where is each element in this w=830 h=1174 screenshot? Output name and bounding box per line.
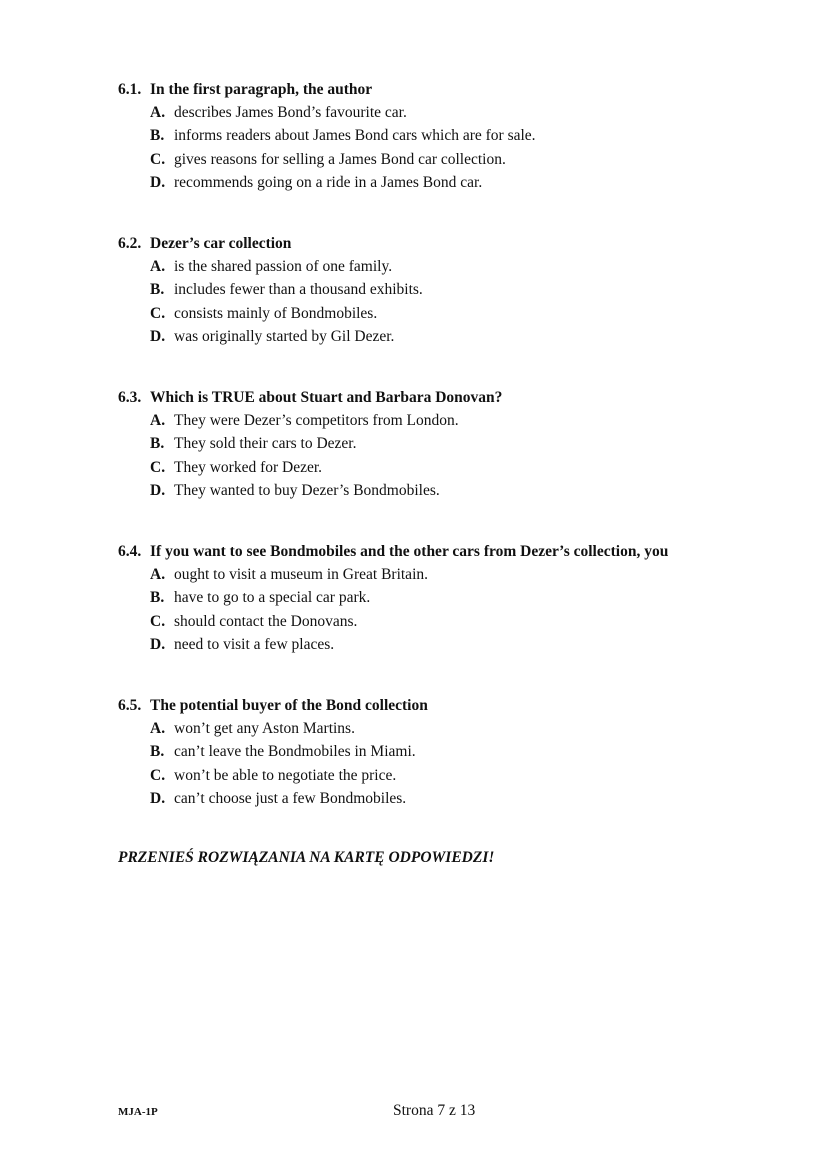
answer-option [118, 432, 798, 455]
answer-option [118, 479, 798, 502]
option-letter: A. [150, 258, 166, 275]
option-letter: A. [150, 412, 166, 429]
question-text: Dezer’s car collection [150, 235, 292, 252]
question-number: 6.2. [118, 235, 142, 252]
option-text: They were Dezer’s competitors from London. [174, 412, 459, 429]
question-text: In the first paragraph, the author [150, 81, 373, 98]
answer-option [118, 563, 798, 586]
answer-option [118, 278, 798, 301]
option-text: ought to visit a museum in Great Britain. [174, 566, 428, 583]
answer-option [118, 101, 798, 124]
answer-option [118, 302, 798, 325]
option-letter: C. [150, 150, 166, 168]
exam-code: MJA-1P [118, 1106, 158, 1118]
option-text: gives reasons for selling a James Bond car collection. [174, 150, 506, 168]
answer-option [118, 325, 798, 348]
transfer-answers-note: PRZENIEŚ ROZWIĄZANIA NA KARTĘ ODPOWIEDZI! [118, 849, 495, 866]
answer-option [118, 740, 798, 763]
question-number: 6.3. [118, 389, 142, 406]
option-letter: A. [150, 720, 166, 737]
option-text: was originally started by Gil Dezer. [174, 327, 395, 345]
option-text: They wanted to buy Dezer’s Bondmobiles. [174, 481, 440, 499]
option-letter: C. [150, 612, 166, 630]
option-letter: C. [150, 458, 166, 476]
question-block [118, 540, 798, 656]
option-text: won’t be able to negotiate the price. [174, 766, 397, 784]
question-text: The potential buyer of the Bond collection [150, 697, 428, 714]
option-letter: B. [150, 435, 165, 453]
option-letter: B. [150, 281, 165, 299]
option-text: They sold their cars to Dezer. [174, 435, 357, 453]
question-text: If you want to see Bondmobiles and the other cars from Dezer’s collection, you [150, 543, 669, 560]
option-letter: D. [150, 327, 166, 345]
answer-option [118, 717, 798, 740]
question-title [118, 694, 798, 717]
question-title [118, 78, 798, 101]
answer-option [118, 171, 798, 194]
option-letter: D. [150, 173, 166, 191]
option-letter: C. [150, 304, 166, 322]
question-title [118, 232, 798, 255]
question-number: 6.4. [118, 543, 142, 560]
answer-option [118, 456, 798, 479]
option-text: includes fewer than a thousand exhibits. [174, 281, 423, 299]
option-letter: D. [150, 789, 166, 807]
option-letter: A. [150, 104, 166, 121]
option-text: informs readers about James Bond cars which are for sale. [174, 127, 536, 145]
option-text: recommends going on a ride in a James Bond car. [174, 173, 483, 191]
answer-option [118, 787, 798, 810]
answer-option [118, 124, 798, 147]
question-block [118, 78, 798, 194]
option-letter: B. [150, 127, 165, 145]
option-text: consists mainly of Bondmobiles. [174, 304, 378, 322]
answer-option [118, 610, 798, 633]
question-title [118, 540, 798, 563]
answer-option [118, 409, 798, 432]
option-text: need to visit a few places. [174, 635, 335, 653]
question-block [118, 694, 798, 810]
question-block [118, 232, 798, 348]
question-text: Which is TRUE about Stuart and Barbara Donovan? [150, 389, 503, 406]
page-number: Strona 7 z 13 [393, 1102, 476, 1119]
option-text: describes James Bond’s favourite car. [174, 104, 407, 121]
answer-option [118, 764, 798, 787]
option-text: They worked for Dezer. [174, 458, 323, 476]
question-block [118, 386, 798, 502]
answer-option [118, 148, 798, 171]
option-text: is the shared passion of one family. [174, 258, 393, 275]
answer-option [118, 586, 798, 609]
option-text: can’t leave the Bondmobiles in Miami. [174, 743, 416, 761]
question-number: 6.1. [118, 81, 142, 98]
option-letter: D. [150, 635, 166, 653]
option-text: should contact the Donovans. [174, 612, 358, 630]
option-text: can’t choose just a few Bondmobiles. [174, 789, 407, 807]
answer-option [118, 255, 798, 278]
option-letter: B. [150, 743, 165, 761]
option-text: have to go to a special car park. [174, 589, 371, 607]
option-letter: A. [150, 566, 166, 583]
option-text: won’t get any Aston Martins. [174, 720, 355, 737]
question-title [118, 386, 798, 409]
option-letter: C. [150, 766, 166, 784]
option-letter: D. [150, 481, 166, 499]
answer-option [118, 633, 798, 656]
question-number: 6.5. [118, 697, 142, 714]
option-letter: B. [150, 589, 165, 607]
